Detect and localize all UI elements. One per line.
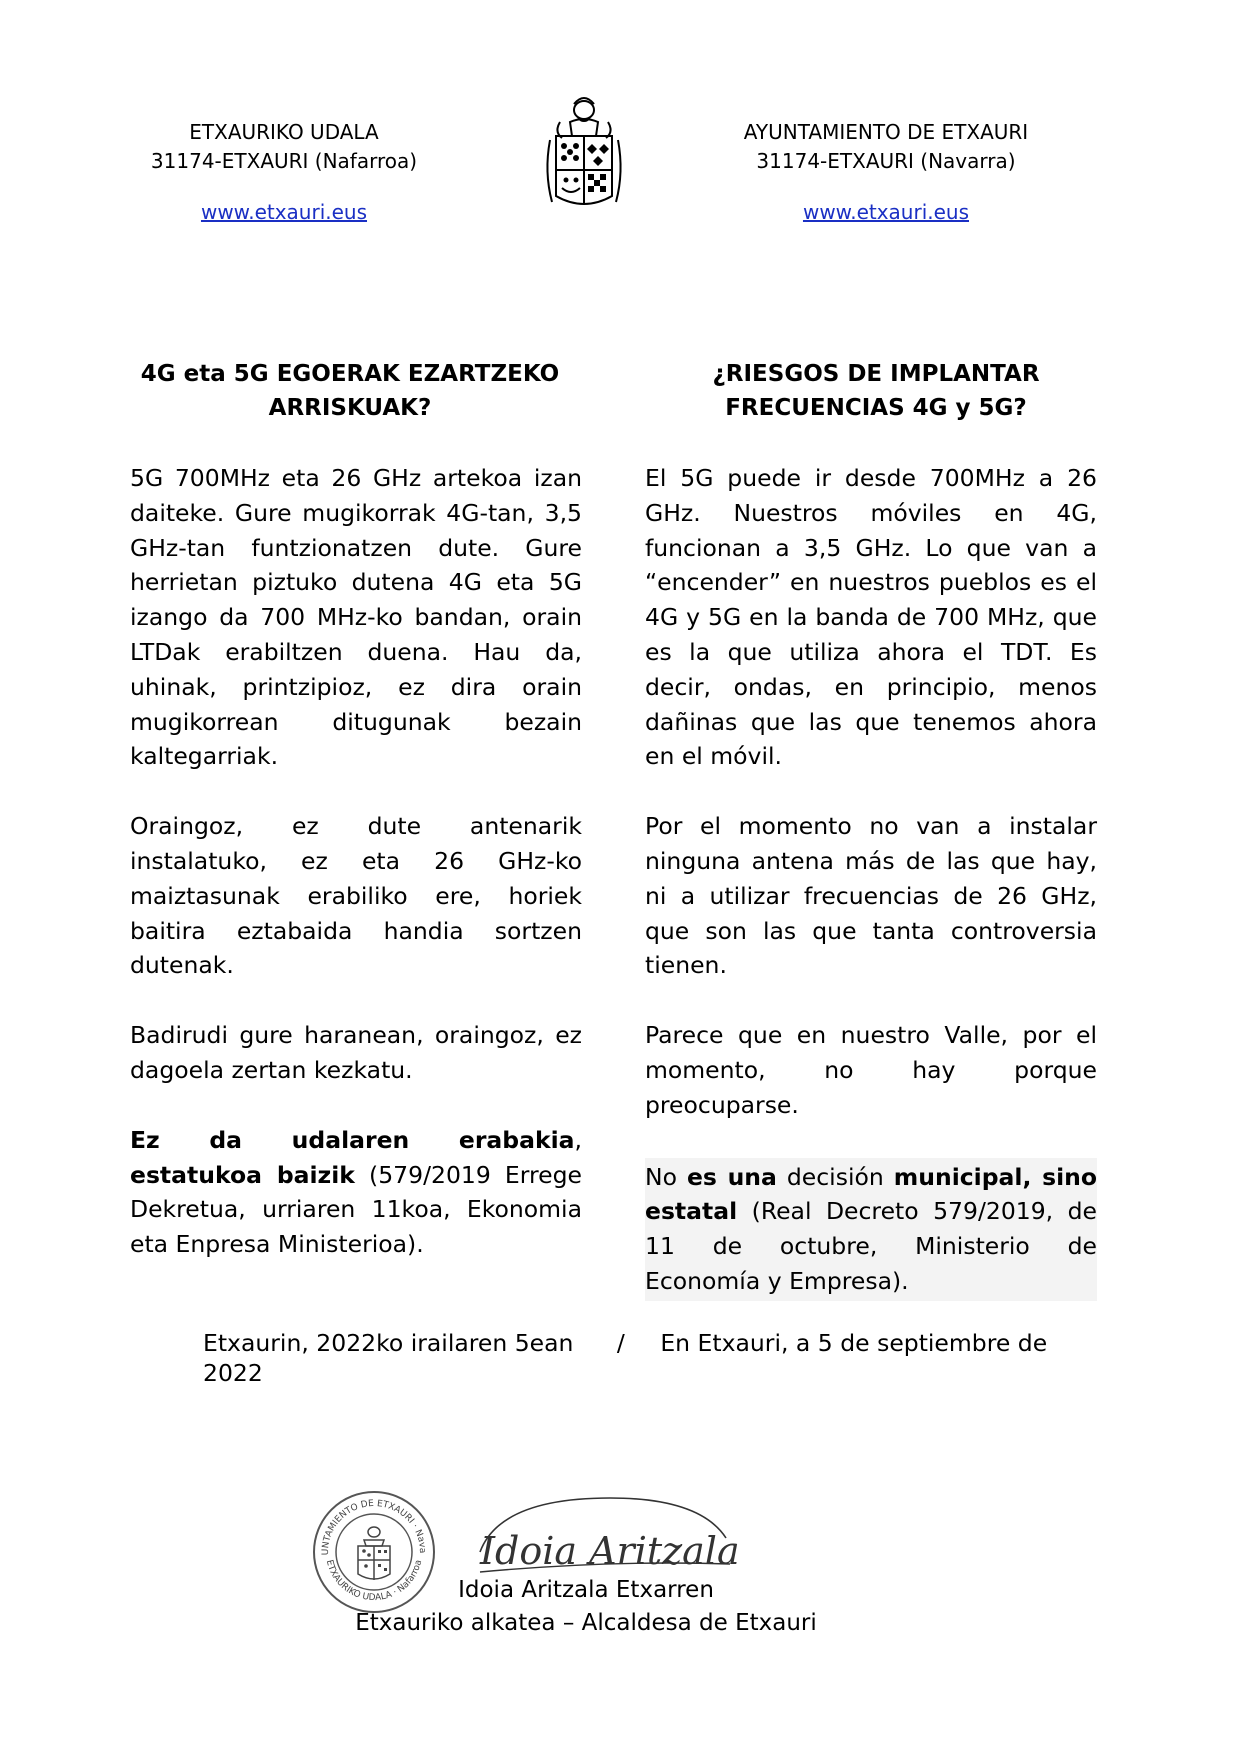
- coat-of-arms-icon: [540, 92, 628, 212]
- left-paragraph-4: [130, 1123, 582, 1262]
- right-paragraph-2: Por el momento no van a instalar ninguna antena más de las que hay, ni a utilizar frecuencias de 26 GHz, que son las que tanta controversia tienen.: [645, 812, 1097, 980]
- date-spanish: En Etxauri, a 5 de septiembre de 2022: [203, 1329, 1048, 1387]
- right-p4-e: (Real Decreto 579/2019, de 11 de octubre, Ministerio de Economía y Empresa).: [645, 1197, 1097, 1295]
- right-paragraph-1: El 5G puede ir desde 700MHz a 26 GHz. Nuestros móviles en 4G, funcionan a 3,5 GHz. Lo que van a “encender” en nuestros pueblos es el 4G y 5G en la banda de 700 MHz, que es la que utiliza ahora el TDT. Es decir, ondas, en principio, menos dañinas que las que tenemos ahora en el móvil.: [645, 464, 1097, 771]
- header-left-org: ETXAURIKO UDALA: [189, 120, 379, 144]
- signature-handwriting: Idoia Aritzala: [480, 1529, 740, 1573]
- header-left: [104, 118, 464, 227]
- right-p4-b: es una: [686, 1162, 777, 1191]
- header-right: [706, 118, 1066, 227]
- right-p4-c: decisión: [776, 1162, 894, 1191]
- stamp-text-top: UNTAMIENTO DE ETXAURI · Nava: [320, 1498, 428, 1556]
- right-p4-a: No: [645, 1162, 687, 1191]
- left-paragraph-3: Badirudi gure haranean, oraingoz, ez dagoela zertan kezkatu.: [130, 1021, 582, 1084]
- left-title-line2: ARRISKUAK?: [268, 395, 432, 421]
- date-line: [203, 1328, 1103, 1388]
- left-column: [130, 461, 582, 1297]
- header-left-address: 31174-ETXAURI (Nafarroa): [150, 149, 418, 173]
- left-p4-bold-1: Ez da udalaren erabakia: [130, 1125, 575, 1154]
- right-title-line1: ¿RIESGOS DE IMPLANTAR: [712, 361, 1040, 387]
- right-paragraph-3: Parece que en nuestro Valle, por el momento, no hay porque preocuparse.: [645, 1021, 1097, 1119]
- right-title-line2: FRECUENCIAS 4G y 5G?: [725, 395, 1027, 421]
- header-left-website-link[interactable]: www.etxauri.eus: [200, 200, 368, 224]
- left-title: [110, 357, 590, 425]
- header-right-website-link[interactable]: www.etxauri.eus: [802, 200, 970, 224]
- handwritten-signature: [470, 1490, 770, 1580]
- right-column: [645, 461, 1097, 1336]
- left-p4-bold-2: estatukoa baizik: [130, 1160, 355, 1189]
- left-p4-rest: (579/2019 Errege Dekretua, urriaren 11koa, Ekonomia eta Enpresa Ministerioa).: [130, 1160, 582, 1259]
- right-paragraph-4: [645, 1158, 1097, 1301]
- left-paragraph-2: Oraingoz, ez dute antenarik instalatuko, ez eta 26 GHz-ko maiztasunak erabiliko ere, horiek baitira eztabaida handia sortzen dutenak.: [130, 812, 582, 980]
- date-separator: /: [616, 1329, 625, 1357]
- signatory-name: Idoia Aritzala Etxarren: [458, 1577, 714, 1603]
- header-right-org: AYUNTAMIENTO DE ETXAURI: [743, 120, 1029, 144]
- right-p4-d: municipal, sino estatal: [645, 1162, 1098, 1226]
- left-paragraph-1: 5G 700MHz eta 26 GHz artekoa izan daiteke. Gure mugikorrak 4G-tan, 3,5 GHz-tan funtzionatzen dute. Gure herrietan piztuko dutena 4G eta 5G izango da 700 MHz-ko bandan, orain LTDak erabiltzen duena. Hau da, uhinak, printzipioz, ez dira orain mugikorrean ditugunak bezain kaltegarriak.: [130, 464, 582, 771]
- stamp-text-bottom: ETXAURIKO UDALA · Nafarroa: [323, 1559, 425, 1604]
- right-title: [636, 357, 1116, 425]
- date-basque: Etxaurin, 2022ko irailaren 5ean: [203, 1329, 574, 1357]
- header-right-address: 31174-ETXAURI (Navarra): [756, 149, 1016, 173]
- left-p4-sep: ,: [574, 1125, 582, 1154]
- left-title-line1: 4G eta 5G EGOERAK EZARTZEKO: [140, 361, 560, 387]
- signatory-role: Etxauriko alkatea – Alcaldesa de Etxauri: [355, 1610, 817, 1636]
